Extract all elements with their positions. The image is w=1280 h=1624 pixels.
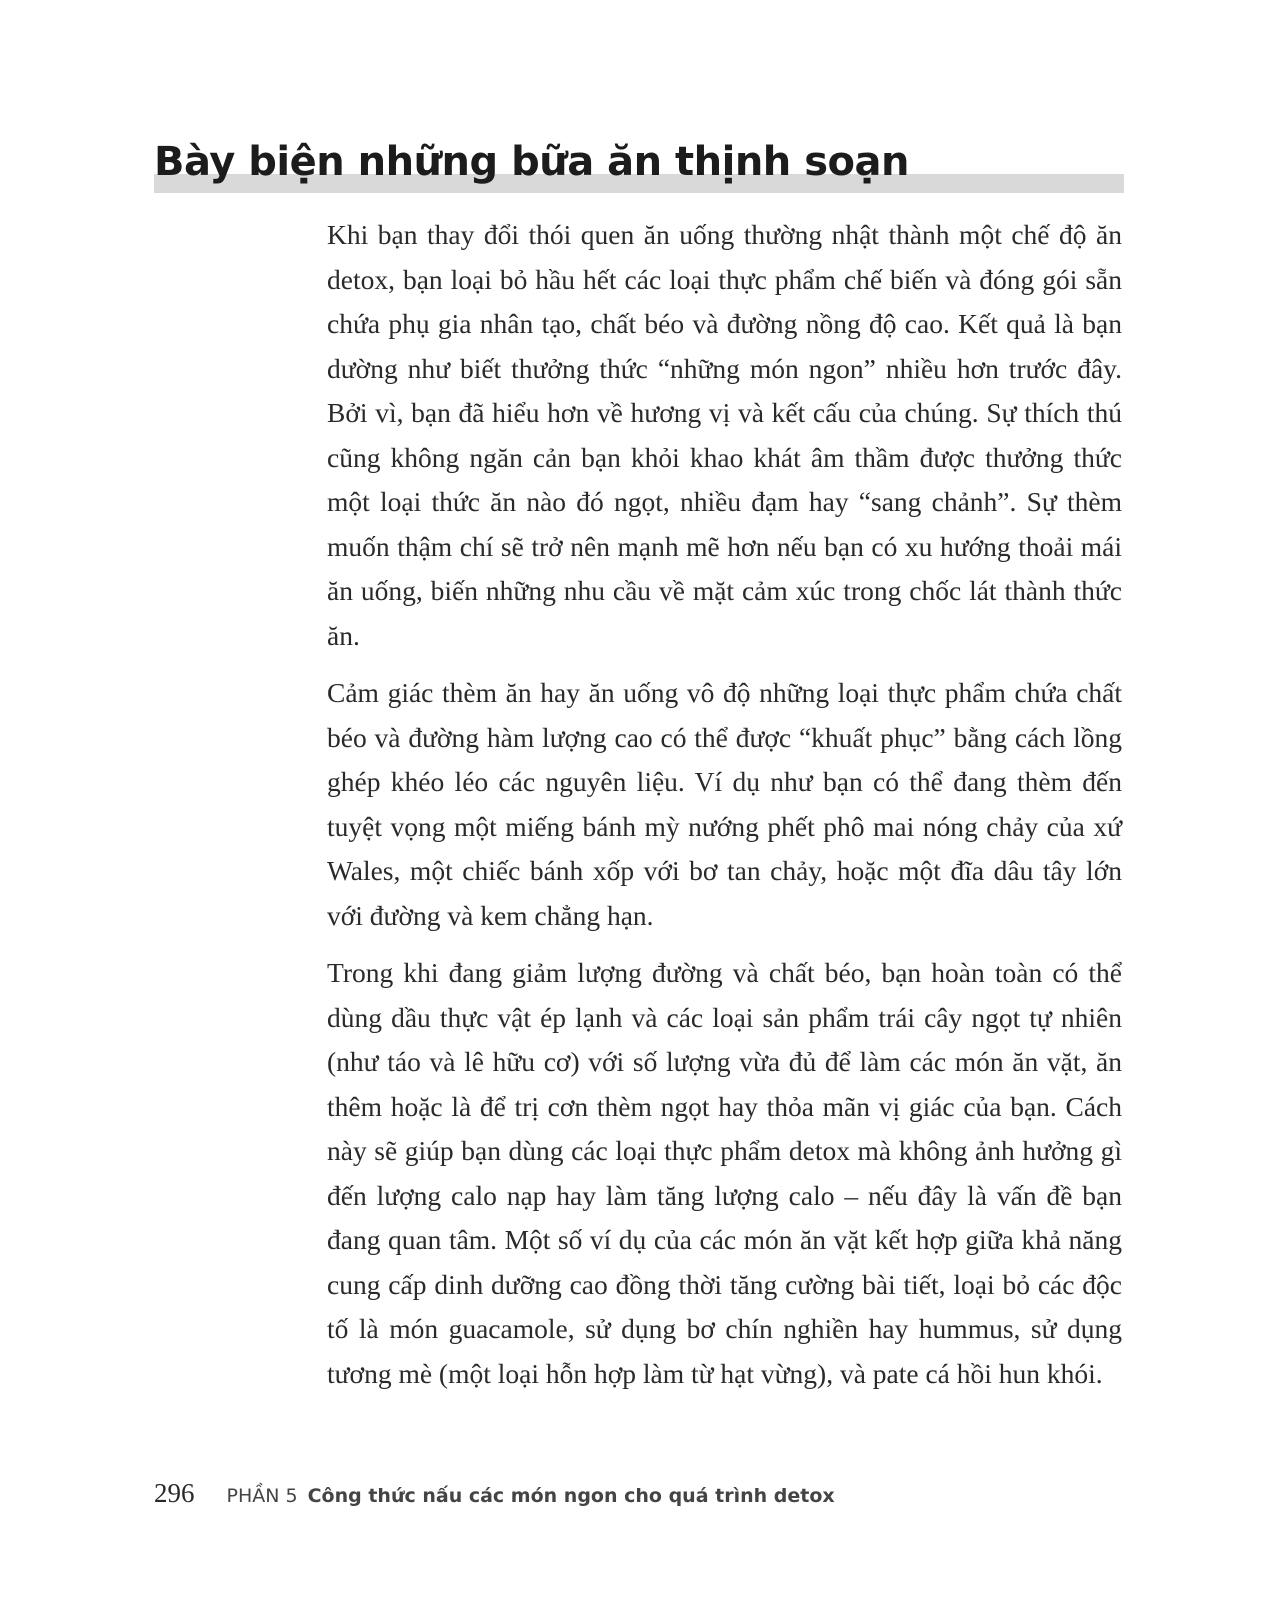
body-text (327, 213, 1122, 1409)
section-title: Bày biện những bữa ăn thịnh soạn (154, 139, 909, 185)
paragraph: Khi bạn thay đổi thói quen ăn uống thường nhật thành một chế độ ăn detox, bạn loại bỏ hầu hết các loại thực phẩm chế biến và đóng gói sẵn chứa phụ gia nhân tạo, chất béo và đường nồng độ cao. Kết quả là bạn dường như biết thưởng thức “những món ngon” nhiều hơn trước đây. Bởi vì, bạn đã hiểu hơn về hương vị và kết cấu của chúng. Sự thích thú cũng không ngăn cản bạn khỏi khao khát âm thầm được thưởng thức một loại thức ăn nào đó ngọt, nhiều đạm hay “sang chảnh”. Sự thèm muốn thậm chí sẽ trở nên mạnh mẽ hơn nếu bạn có xu hướng thoải mái ăn uống, biến những nhu cầu về mặt cảm xúc trong chốc lát thành thức ăn. (327, 219, 1122, 651)
section-heading (154, 130, 1124, 194)
paragraph: Trong khi đang giảm lượng đường và chất béo, bạn hoàn toàn có thể dùng dầu thực vật ép lạnh và các loại sản phẩm trái cây ngọt tự nhiên (như táo và lê hữu cơ) với số lượng vừa đủ để làm các món ăn vặt, ăn thêm hoặc là để trị cơn thèm ngọt hay thỏa mãn vị giác của bạn. Cách này sẽ giúp bạn dùng các loại thực phẩm detox mà không ảnh hưởng gì đến lượng calo nạp hay làm tăng lượng calo – nếu đây là vấn đề bạn đang quan tâm. Một số ví dụ của các món ăn vặt kết hợp giữa khả năng cung cấp dinh dưỡng cao đồng thời tăng cường bài tiết, loại bỏ các độc tố là món guacamole, sử dụng bơ chín nghiền hay hummus, sử dụng tương mè (một loại hỗn hợp làm từ hạt vừng), và pate cá hồi hun khói. (327, 957, 1122, 1389)
page-number: 296 (154, 1478, 195, 1508)
paragraph: Cảm giác thèm ăn hay ăn uống vô độ những loại thực phẩm chứa chất béo và đường hàm lượng cao có thể được “khuất phục” bằng cách lồng ghép khéo léo các nguyên liệu. Ví dụ như bạn có thể đang thèm đến tuyệt vọng một miếng bánh mỳ nướng phết phô mai nóng chảy của xứ Wales, một chiếc bánh xốp với bơ tan chảy, hoặc một đĩa dâu tây lớn với đường và kem chẳng hạn. (327, 677, 1122, 931)
part-title: Công thức nấu các món ngon cho quá trình detox (307, 1485, 835, 1507)
part-label: PHẦN 5 (226, 1485, 298, 1507)
page-footer (154, 1478, 835, 1509)
